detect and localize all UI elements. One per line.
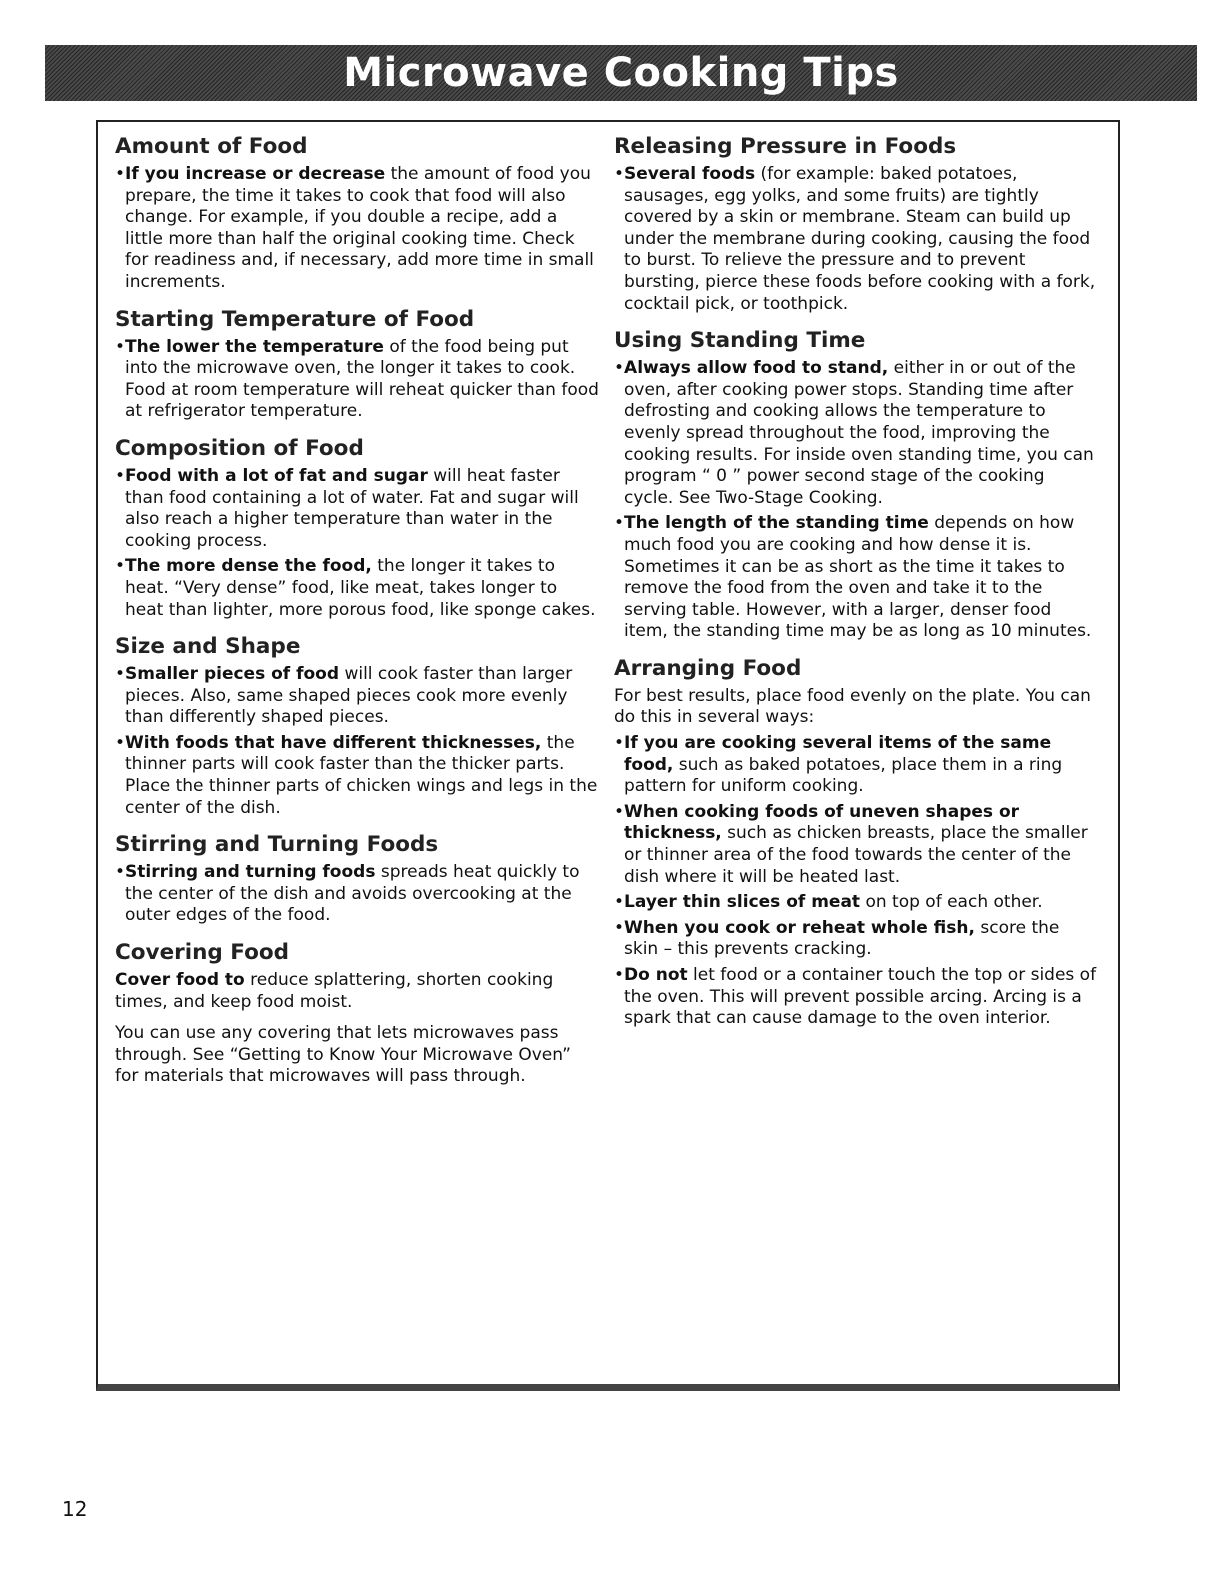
- body-text: (for example: baked potatoes, sausages, egg yolks, and some fruits) are tightly covered by a skin or membrane. Steam can build up under the membrane during cooking, causing the food to burst. To relieve the pressure and to prevent bursting, pierce these foods before cooking with a fork, cocktail pick, or toothpick.: [624, 164, 1096, 314]
- body-text: either in or out of the oven, after cooking power stops. Standing time after defrosting and cooking allows the temperature to evenly spread throughout the food, improving the cooking results. For inside oven standing time, you can program “ 0 ” power second stage of the cooking cycle. See Two-Stage Cooking.: [624, 358, 1094, 508]
- bullet-item: [614, 164, 1098, 315]
- body-text: such as chicken breasts, place the smaller or thinner area of the food towards the center of the dish where it will be heated last.: [624, 823, 1088, 887]
- bullet-dot-icon: •: [614, 164, 625, 184]
- body-text: reduce splattering, shorten cooking times, and keep food moist.: [115, 970, 554, 1012]
- bullet-dot-icon: •: [614, 733, 625, 754]
- bullet-item: [115, 337, 599, 423]
- bold-lead: With foods that have different thicknesses,: [125, 732, 542, 753]
- bullet-item: [115, 733, 599, 819]
- bullet-dot-icon: •: [115, 336, 126, 357]
- section-heading: Amount of Food: [115, 134, 308, 159]
- body-text: score the skin – this prevents cracking.: [624, 917, 1060, 960]
- bullet-item: [614, 733, 1098, 798]
- bold-lead: If you are cooking several items of the same food,: [624, 733, 1052, 775]
- bold-lead: Cover food to: [115, 970, 245, 991]
- page-number: 12: [62, 1497, 88, 1521]
- bold-lead: The length of the standing time: [624, 513, 929, 534]
- bullet-item: [115, 664, 599, 729]
- body-text: such as baked potatoes, place them in a ring pattern for uniform cooking.: [624, 754, 1063, 797]
- body-text: the amount of food you prepare, the time it takes to cook that food will also change. For example, if you double a recipe, add a little more than half the original cooking time. Check for readiness and, if necessary, add more time in small increments.: [125, 164, 594, 292]
- bold-lead: Food with a lot of fat and sugar: [125, 465, 428, 486]
- section-amount-of-food: [115, 133, 599, 294]
- section-releasing-pressure-in-foods: [614, 133, 1098, 315]
- bullet-dot-icon: •: [115, 164, 126, 184]
- bold-lead: The lower the temperature: [125, 336, 384, 357]
- section-heading: Using Standing Time: [614, 328, 866, 354]
- bullet-dot-icon: •: [614, 801, 625, 822]
- bullet-dot-icon: •: [115, 862, 126, 883]
- bold-lead: Always allow food to stand,: [624, 358, 889, 379]
- body-text: depends on how much food you are cooking and how dense it is. Sometimes it can be as short as the time it takes to remove the food from the oven and take it to the serving table. However, with a larger, denser food item, the standing time may be as long as 10 minutes.: [624, 513, 1092, 642]
- body-text: on top of each other.: [860, 892, 1043, 913]
- bullet-item: [614, 802, 1098, 888]
- bold-lead: Smaller pieces of food: [125, 664, 340, 685]
- body-text: let food or a container touch the top or sides of the oven. This will prevent possible arcing. Arcing is a spark that can cause damage to the oven interior.: [624, 965, 1097, 1029]
- section-heading: Arranging Food: [614, 655, 802, 681]
- bullet-item: [614, 358, 1098, 509]
- bullet-item: [614, 513, 1098, 643]
- bullet-item: [115, 556, 599, 621]
- bullet-dot-icon: •: [614, 358, 625, 379]
- bold-lead: Do not: [624, 965, 688, 985]
- section-size-and-shape: [115, 633, 599, 819]
- bullet-dot-icon: •: [115, 465, 126, 486]
- bullet-dot-icon: •: [115, 556, 126, 577]
- bullet-dot-icon: •: [614, 513, 625, 534]
- title-banner: [45, 45, 1197, 101]
- bullet-dot-icon: •: [614, 892, 625, 913]
- section-heading: Stirring and Turning Foods: [115, 832, 439, 858]
- paragraph: [614, 686, 1098, 729]
- body-text: of the food being put into the microwave oven, the longer it takes to cook. Food at room temperature will reheat quicker than food at refrigerator temperature.: [125, 336, 599, 422]
- section-heading: Releasing Pressure in Foods: [614, 134, 957, 159]
- body-text: will heat faster than food containing a lot of water. Fat and sugar will also reach a higher temperature than water in the cooking process.: [125, 465, 579, 551]
- left-column: [115, 133, 599, 1100]
- bullet-item: [614, 892, 1098, 914]
- body-text: the longer it takes to heat. “Very dense” food, like meat, takes longer to heat than lighter, more porous food, like sponge cakes.: [125, 556, 596, 620]
- bullet-dot-icon: •: [614, 965, 625, 985]
- body-text: You can use any covering that lets microwaves pass through. See “Getting to Know Your Microwave Oven” for materials that microwaves will pass through.: [115, 1023, 571, 1087]
- section-heading: Covering Food: [115, 940, 290, 966]
- bold-lead: When you cook or reheat whole fish,: [624, 917, 975, 938]
- bullet-dot-icon: •: [115, 664, 126, 685]
- bold-lead: The more dense the food,: [125, 556, 372, 577]
- bullet-item: [115, 164, 599, 294]
- bullet-item: [115, 466, 599, 552]
- paragraph: [115, 1023, 599, 1088]
- section-stirring-and-turning-foods: [115, 831, 599, 927]
- body-text: the thinner parts will cook faster than the thicker parts. Place the thinner parts of chicken wings and legs in the center of the dish.: [125, 732, 598, 818]
- section-covering-food: [115, 939, 599, 1088]
- bold-lead: Stirring and turning foods: [125, 862, 376, 883]
- bullet-dot-icon: •: [115, 732, 126, 753]
- paragraph: [115, 970, 599, 1013]
- body-text: spreads heat quickly to the center of the dish and avoids overcooking at the outer edges of the food.: [125, 862, 580, 926]
- section-heading: Size and Shape: [115, 634, 301, 660]
- section-composition-of-food: [115, 435, 599, 621]
- section-heading: Starting Temperature of Food: [115, 306, 475, 332]
- bullet-item: [614, 918, 1098, 961]
- section-starting-temperature-of-food: [115, 306, 599, 423]
- body-text: For best results, place food evenly on the plate. You can do this in several ways:: [614, 685, 1091, 728]
- bold-lead: If you increase or decrease: [125, 164, 386, 184]
- bullet-item: [115, 862, 599, 927]
- bullet-dot-icon: •: [614, 917, 625, 938]
- section-arranging-food: [614, 655, 1098, 1030]
- page-title: Microwave Cooking Tips: [343, 50, 899, 96]
- bold-lead: Layer thin slices of meat: [624, 892, 861, 913]
- bold-lead: When cooking foods of uneven shapes or thickness,: [624, 801, 1020, 844]
- bold-lead: Several foods: [624, 164, 756, 184]
- bullet-item: [614, 965, 1098, 1030]
- section-heading: Composition of Food: [115, 435, 364, 461]
- right-column: [614, 133, 1098, 1042]
- body-text: will cook faster than larger pieces. Also, same shaped pieces cook more evenly than differently shaped pieces.: [125, 664, 573, 728]
- section-using-standing-time: [614, 327, 1098, 643]
